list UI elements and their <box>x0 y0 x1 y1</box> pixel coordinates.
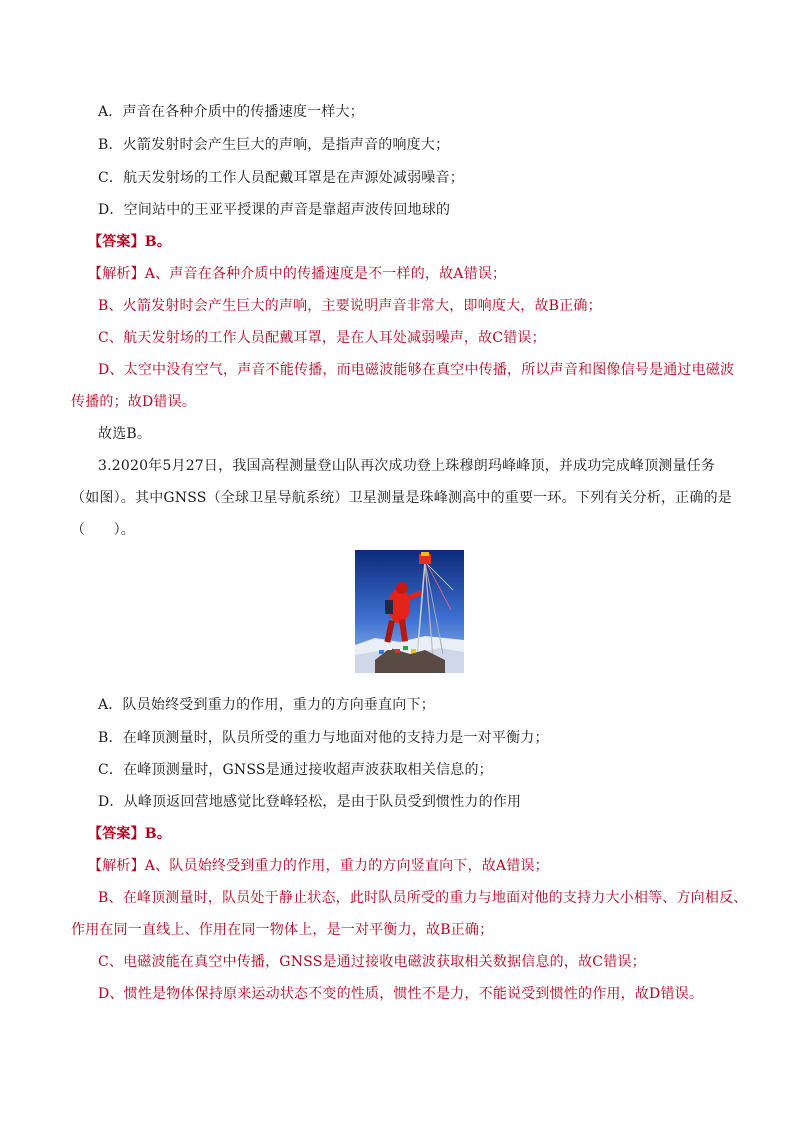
q3-option-d: D．从峰顶返回营地感觉比登峰轻松，是由于队员受到惯性力的作用 <box>98 794 522 810</box>
summit-photo <box>355 550 464 673</box>
q2-answer: 【答案】B。 <box>88 234 172 250</box>
climber-on-summit-image <box>355 550 464 673</box>
q3-stem-line: 3.2020年5月27日，我国高程测量登山队再次成功登上珠穆朗玛峰峰顶，并成功完成峰顶测量任务 <box>98 458 716 474</box>
q2-option-a: A．声音在各种介质中的传播速度一样大； <box>98 104 364 120</box>
q3-analysis-line: 作用在同一直线上、作用在同一物体上，是一对平衡力，故B正确； <box>71 922 494 938</box>
q2-analysis-line: C、航天发射场的工作人员配戴耳罩，是在人耳处减弱噪声，故C错误； <box>98 330 546 346</box>
q2-analysis-line: D、太空中没有空气，声音不能传播，而电磁波能够在真空中传播，所以声音和图像信号是通过电磁波 <box>98 362 735 378</box>
q3-analysis-line: B、在峰顶测量时，队员处于静止状态，此时队员所受的重力与地面对他的支持力大小相等、方向相反、 <box>98 890 748 906</box>
q2-option-c: C．航天发射场的工作人员配戴耳罩是在声源处减弱噪音； <box>98 170 464 186</box>
q3-analysis-line: D、惯性是物体保持原来运动状态不变的性质，惯性不是力，不能说受到惯性的作用，故D错误。 <box>98 986 704 1002</box>
q3-option-a: A．队员始终受到重力的作用，重力的方向垂直向下； <box>98 697 435 713</box>
q2-option-b: B．火箭发射时会产生巨大的声响，是指声音的响度大； <box>98 137 450 153</box>
q2-option-d: D．空间站中的王亚平授课的声音是靠超声波传回地球的 <box>98 202 451 218</box>
q3-option-c: C．在峰顶测量时，GNSS是通过接收超声波获取相关信息的； <box>98 762 493 778</box>
q3-analysis-line: 【解析】A、队员始终受到重力的作用，重力的方向竖直向下，故A错误； <box>88 858 549 874</box>
q3-stem-line: （如图）。其中GNSS（全球卫星导航系统）卫星测量是珠峰测高中的重要一环。下列有关分析，正确的是 <box>71 490 732 506</box>
q3-option-b: B．在峰顶测量时，队员所受的重力与地面对他的支持力是一对平衡力； <box>98 730 549 746</box>
q2-analysis-line: B、火箭发射时会产生巨大的声响，主要说明声音非常大，即响度大，故B正确； <box>98 298 602 314</box>
q2-analysis-line: 【解析】A、声音在各种介质中的传播速度是不一样的，故A错误； <box>88 266 507 282</box>
q3-stem-line: （ ）。 <box>71 522 135 538</box>
q3-answer: 【答案】B。 <box>88 826 172 842</box>
q3-analysis-line: C、电磁波能在真空中传播，GNSS是通过接收电磁波获取相关数据信息的，故C错误； <box>98 954 646 970</box>
q2-choice: 故选B。 <box>98 426 152 442</box>
q2-analysis-line: 传播的；故D错误。 <box>71 394 197 410</box>
